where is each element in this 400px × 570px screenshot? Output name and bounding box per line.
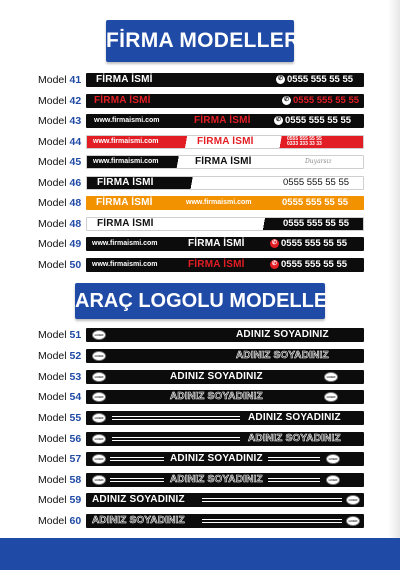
- car-logo: LOGO: [326, 454, 340, 464]
- model-label: Model 60: [38, 514, 82, 527]
- phone-line-2: 0333 333 33 33: [287, 140, 322, 147]
- model-label: Model 50: [38, 258, 82, 271]
- car-logo: LOGO: [324, 372, 338, 382]
- stripe-line: [112, 419, 240, 420]
- website: www.firmaismi.com: [92, 261, 158, 268]
- car-logo: LOGO: [92, 330, 106, 340]
- model-row-49[interactable]: [38, 235, 364, 252]
- model-60-strip[interactable]: [86, 514, 364, 528]
- driver-name: ADINIZ SOYADINIZ: [248, 433, 341, 444]
- model-row-41[interactable]: [38, 71, 364, 88]
- website: www.firmaismi.com: [93, 138, 159, 145]
- phone-line-1: 0555 555 55 55: [287, 135, 322, 142]
- model-label: Model 56: [38, 432, 82, 445]
- phone-icon: ✆: [275, 117, 282, 123]
- company-name: FİRMA İSMİ: [96, 74, 153, 85]
- footer-bar: [0, 538, 400, 570]
- website: www.firmaismi.com: [186, 199, 252, 206]
- company-name: FİRMA İSMİ: [194, 115, 251, 126]
- stripe-line: [202, 519, 342, 520]
- model-row-52[interactable]: [38, 347, 364, 364]
- model-58-strip[interactable]: [86, 473, 364, 487]
- car-logo: LOGO: [92, 351, 106, 361]
- stripe-line: [112, 416, 240, 417]
- model-row-45[interactable]: [38, 153, 364, 170]
- car-logo: LOGO: [92, 392, 106, 402]
- phone-icon: ✆: [283, 97, 290, 103]
- model-label: Model 58: [38, 473, 82, 486]
- model-label: Model 53: [38, 370, 82, 383]
- phone-number: 0555 555 55 55: [282, 197, 349, 208]
- company-name: FİRMA İSMİ: [96, 197, 153, 208]
- model-label: Model 51: [38, 328, 82, 341]
- stripe-line: [112, 440, 240, 441]
- car-logo: LOGO: [346, 495, 360, 505]
- model-row-54[interactable]: [38, 388, 364, 405]
- website: www.firmaismi.com: [93, 158, 159, 165]
- page-edge-shadow: [388, 0, 400, 538]
- model-row-55[interactable]: [38, 409, 364, 426]
- phone-number: 0555 555 55 55: [283, 218, 350, 229]
- phone-number: 0555 555 55 55: [293, 95, 360, 106]
- model-label: Model 49: [38, 237, 82, 250]
- model-53-strip[interactable]: [86, 370, 364, 384]
- model-57-strip[interactable]: [86, 452, 364, 466]
- model-46-strip[interactable]: [86, 176, 364, 190]
- company-name: FİRMA İSMİ: [195, 156, 252, 167]
- stripe-line: [202, 501, 342, 502]
- model-48b-strip[interactable]: [86, 217, 364, 231]
- model-row-50[interactable]: [38, 256, 364, 273]
- model-row-59[interactable]: [38, 491, 364, 508]
- company-name: FİRMA İSMİ: [94, 95, 151, 106]
- model-row-48b[interactable]: [38, 215, 364, 232]
- driver-name: ADINIZ SOYADINIZ: [170, 474, 263, 485]
- phone-icon: ✆: [271, 240, 278, 246]
- stripe-line: [110, 460, 164, 461]
- model-label: Model 48: [38, 217, 82, 230]
- stripe-line: [110, 481, 164, 482]
- stripe-line: [202, 522, 342, 523]
- driver-name: ADINIZ SOYADINIZ: [236, 350, 329, 361]
- model-label: Model 52: [38, 349, 82, 362]
- model-label: Model 41: [38, 73, 82, 86]
- model-59-strip[interactable]: [86, 493, 364, 507]
- car-logo: LOGO: [326, 475, 340, 485]
- car-logo: LOGO: [324, 392, 338, 402]
- stripe-line: [268, 460, 320, 461]
- model-row-46[interactable]: [38, 174, 364, 191]
- model-label: Model 59: [38, 493, 82, 506]
- model-row-42[interactable]: [38, 92, 364, 109]
- model-row-56[interactable]: [38, 430, 364, 447]
- model-label: Model 55: [38, 411, 82, 424]
- company-name: FİRMA İSMİ: [97, 218, 154, 229]
- stripe-line: [268, 481, 320, 482]
- model-52-strip[interactable]: [86, 349, 364, 363]
- model-row-57[interactable]: [38, 450, 364, 467]
- car-logo: LOGO: [92, 372, 106, 382]
- model-41-strip[interactable]: [86, 73, 364, 87]
- driver-name: ADINIZ SOYADINIZ: [170, 453, 263, 464]
- driver-name: ADINIZ SOYADINIZ: [92, 494, 185, 505]
- driver-name: ADINIZ SOYADINIZ: [236, 329, 329, 340]
- phone-number: 0555 555 55 55: [285, 115, 352, 126]
- car-logo: LOGO: [92, 454, 106, 464]
- website: www.firmaismi.com: [94, 117, 160, 124]
- model-56-strip[interactable]: [86, 432, 364, 446]
- stripe-line: [112, 437, 240, 438]
- car-logo: LOGO: [92, 434, 106, 444]
- stripe-line: [268, 457, 320, 458]
- model-label: Model 54: [38, 390, 82, 403]
- model-55-strip[interactable]: [86, 411, 364, 425]
- model-row-53[interactable]: [38, 368, 364, 385]
- car-logo: LOGO: [92, 413, 106, 423]
- model-42-strip[interactable]: [86, 94, 364, 108]
- model-label: Model 48: [38, 196, 82, 209]
- phone-icon: ✆: [277, 76, 284, 82]
- model-48a-strip[interactable]: [86, 196, 364, 210]
- model-row-44[interactable]: [38, 133, 364, 150]
- model-49-strip[interactable]: [86, 237, 364, 251]
- website: www.firmaismi.com: [92, 240, 158, 247]
- stripe-line: [268, 478, 320, 479]
- arac-logolu-title: ARAÇ LOGOLU MODELLER: [75, 283, 325, 319]
- driver-name: ADINIZ SOYADINIZ: [170, 371, 263, 382]
- phone-number: 0555 555 55 55: [281, 259, 348, 270]
- model-label: Model 57: [38, 452, 82, 465]
- company-name: FİRMA İSMİ: [188, 259, 245, 270]
- company-name: FİRMA İSMİ: [197, 136, 254, 147]
- model-45-strip[interactable]: [86, 155, 364, 169]
- company-name: FİRMA İSMİ: [97, 177, 154, 188]
- firma-modelleri-title: FİRMA MODELLERİ: [106, 20, 294, 62]
- model-label: Model 42: [38, 94, 82, 107]
- model-label: Model 46: [38, 176, 82, 189]
- signature: Duyarsız: [305, 158, 332, 165]
- car-logo: LOGO: [92, 475, 106, 485]
- stripe-line: [202, 498, 342, 499]
- model-label: Model 45: [38, 155, 82, 168]
- model-row-51[interactable]: [38, 326, 364, 343]
- model-50-strip[interactable]: [86, 258, 364, 272]
- model-label: Model 44: [38, 135, 82, 148]
- company-name: FİRMA İSMİ: [188, 238, 245, 249]
- phone-number: 0555 555 55 55: [283, 177, 350, 188]
- model-row-58[interactable]: [38, 471, 364, 488]
- model-row-43[interactable]: [38, 112, 364, 129]
- model-row-48a[interactable]: [38, 194, 364, 211]
- model-label: Model 43: [38, 114, 82, 127]
- car-logo: LOGO: [346, 516, 360, 526]
- model-44-strip[interactable]: [86, 135, 364, 149]
- phone-number: 0555 555 55 55: [281, 238, 348, 249]
- phone-icon: ✆: [271, 261, 278, 267]
- model-row-60[interactable]: [38, 512, 364, 529]
- phone-number: 0555 555 55 55: [287, 74, 354, 85]
- driver-name: ADINIZ SOYADINIZ: [248, 412, 341, 423]
- stripe-line: [110, 478, 164, 479]
- driver-name: ADINIZ SOYADINIZ: [92, 515, 185, 526]
- stripe-line: [110, 457, 164, 458]
- model-54-strip[interactable]: [86, 390, 364, 404]
- driver-name: ADINIZ SOYADINIZ: [170, 391, 263, 402]
- model-51-strip[interactable]: [86, 328, 364, 342]
- model-43-strip[interactable]: [86, 114, 364, 128]
